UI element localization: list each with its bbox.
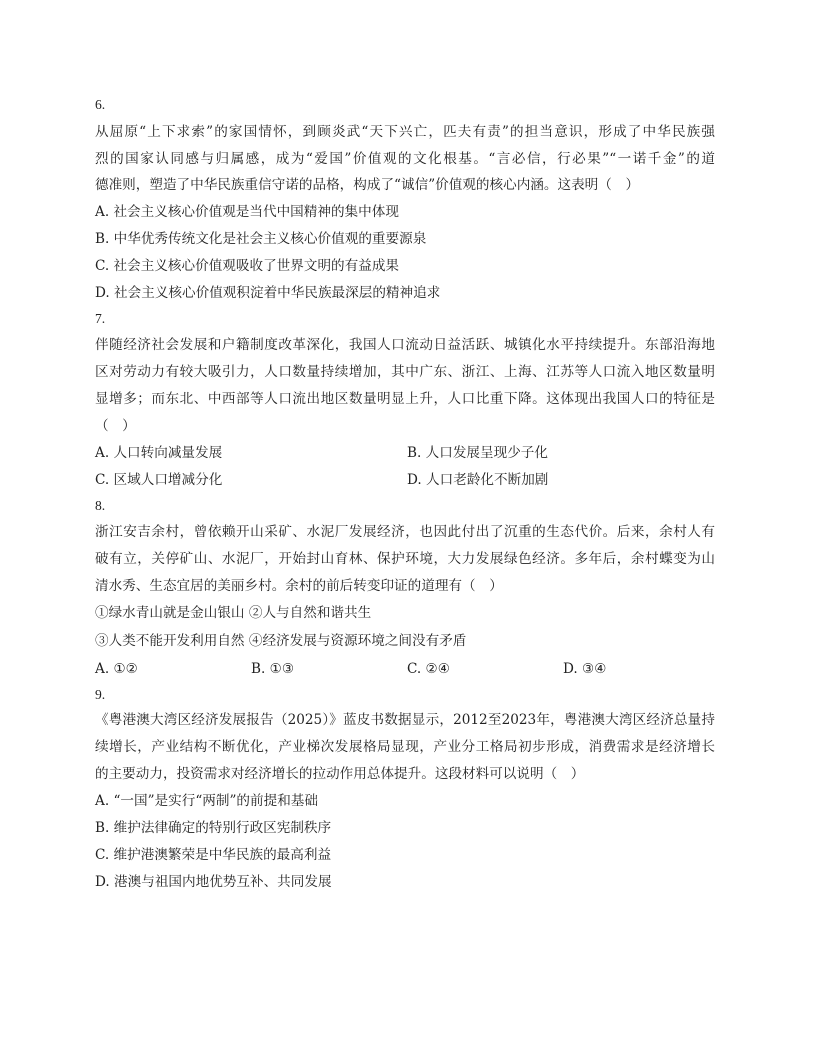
question-stem-line: 德准则，塑造了中华民族重信守诺的品格，构成了“诚信”价值观的核心内涵。这表明（ ） bbox=[95, 177, 640, 193]
question-stem-line: 伴随经济社会发展和户籍制度改革深化，我国人口流动日益活跃、城镇化水平持续提升。东部沿海地 bbox=[95, 337, 715, 353]
question-stem-line: 显增多；而东北、中西部等人口流出地区数量明显上升，人口比重下降。这体现出我国人口的特征是 bbox=[95, 391, 715, 407]
option-a: A. ①② bbox=[95, 661, 138, 677]
question-stem-line: 区对劳动力有较大吸引力，人口数量持续增加，其中广东、浙江、上海、江苏等人口流入地区数量明 bbox=[95, 364, 715, 380]
question-number: 7. bbox=[95, 311, 106, 326]
question-stem-line: 烈的国家认同感与归属感，成为“爱国”价值观的文化根基。“言必信，行必果”“一诺千金”的道 bbox=[95, 151, 715, 167]
option-d: D. ③④ bbox=[563, 661, 607, 677]
question-number: 8. bbox=[95, 498, 106, 513]
option-d: D. 人口老龄化不断加剧 bbox=[407, 472, 549, 488]
option-a: A. 人口转向减量发展 bbox=[95, 445, 223, 461]
option-b: B. 维护法律确定的特别行政区宪制秩序 bbox=[95, 820, 332, 836]
question-stem-line: 浙江安吉余村，曾依赖开山采矿、水泥厂发展经济，也因此付出了沉重的生态代价。后来，余村人有 bbox=[95, 524, 715, 540]
option-b: B. ①③ bbox=[251, 661, 295, 677]
option-a: A. 社会主义核心价值观是当代中国精神的集中体现 bbox=[95, 204, 399, 220]
option-c: C. ②④ bbox=[407, 661, 450, 677]
question-stem-line: 的主要动力，投资需求对经济增长的拉动作用总体提升。这段材料可以说明（ ） bbox=[95, 766, 585, 782]
question-number: 9. bbox=[95, 687, 106, 702]
question-stem-line: 破有立，关停矿山、水泥厂，开始封山育林、保护环境，大力发展绿色经济。多年后，余村蝶变为山 bbox=[95, 551, 715, 567]
question-stem-line: 清水秀、生态宜居的美丽乡村。余村的前后转变印证的道理有（ ） bbox=[95, 578, 503, 594]
statement-line: ③人类不能开发利用自然 ④经济发展与资源环境之间没有矛盾 bbox=[95, 633, 467, 649]
option-c: C. 维护港澳繁荣是中华民族的最高利益 bbox=[95, 847, 332, 863]
option-a: A. “一国”是实行“两制”的前提和基础 bbox=[95, 793, 318, 809]
question-number: 6. bbox=[95, 97, 106, 112]
statement-line: ①绿水青山就是金山银山 ②人与自然和谐共生 bbox=[95, 605, 372, 621]
option-c: C. 区域人口增减分化 bbox=[95, 472, 223, 488]
option-b: B. 人口发展呈现少子化 bbox=[407, 445, 548, 461]
question-stem-line: 从屈原“上下求索”的家国情怀，到顾炎武“天下兴亡，匹夫有责”的担当意识，形成了中华民族强 bbox=[95, 124, 715, 140]
option-d: D. 港澳与祖国内地优势互补、共同发展 bbox=[95, 874, 332, 890]
option-d: D. 社会主义核心价值观积淀着中华民族最深层的精神追求 bbox=[95, 285, 441, 301]
option-b: B. 中华优秀传统文化是社会主义核心价值观的重要源泉 bbox=[95, 231, 427, 247]
question-stem-line: 续增长，产业结构不断优化，产业梯次发展格局显现，产业分工格局初步形成，消费需求是经济增长 bbox=[95, 739, 715, 755]
question-stem-line: 《粤港澳大湾区经济发展报告（2025）》蓝皮书数据显示，2012至2023年，粤港澳大湾区经济总量持 bbox=[95, 712, 715, 728]
question-stem-line: （ ） bbox=[95, 418, 136, 434]
option-c: C. 社会主义核心价值观吸收了世界文明的有益成果 bbox=[95, 258, 400, 274]
